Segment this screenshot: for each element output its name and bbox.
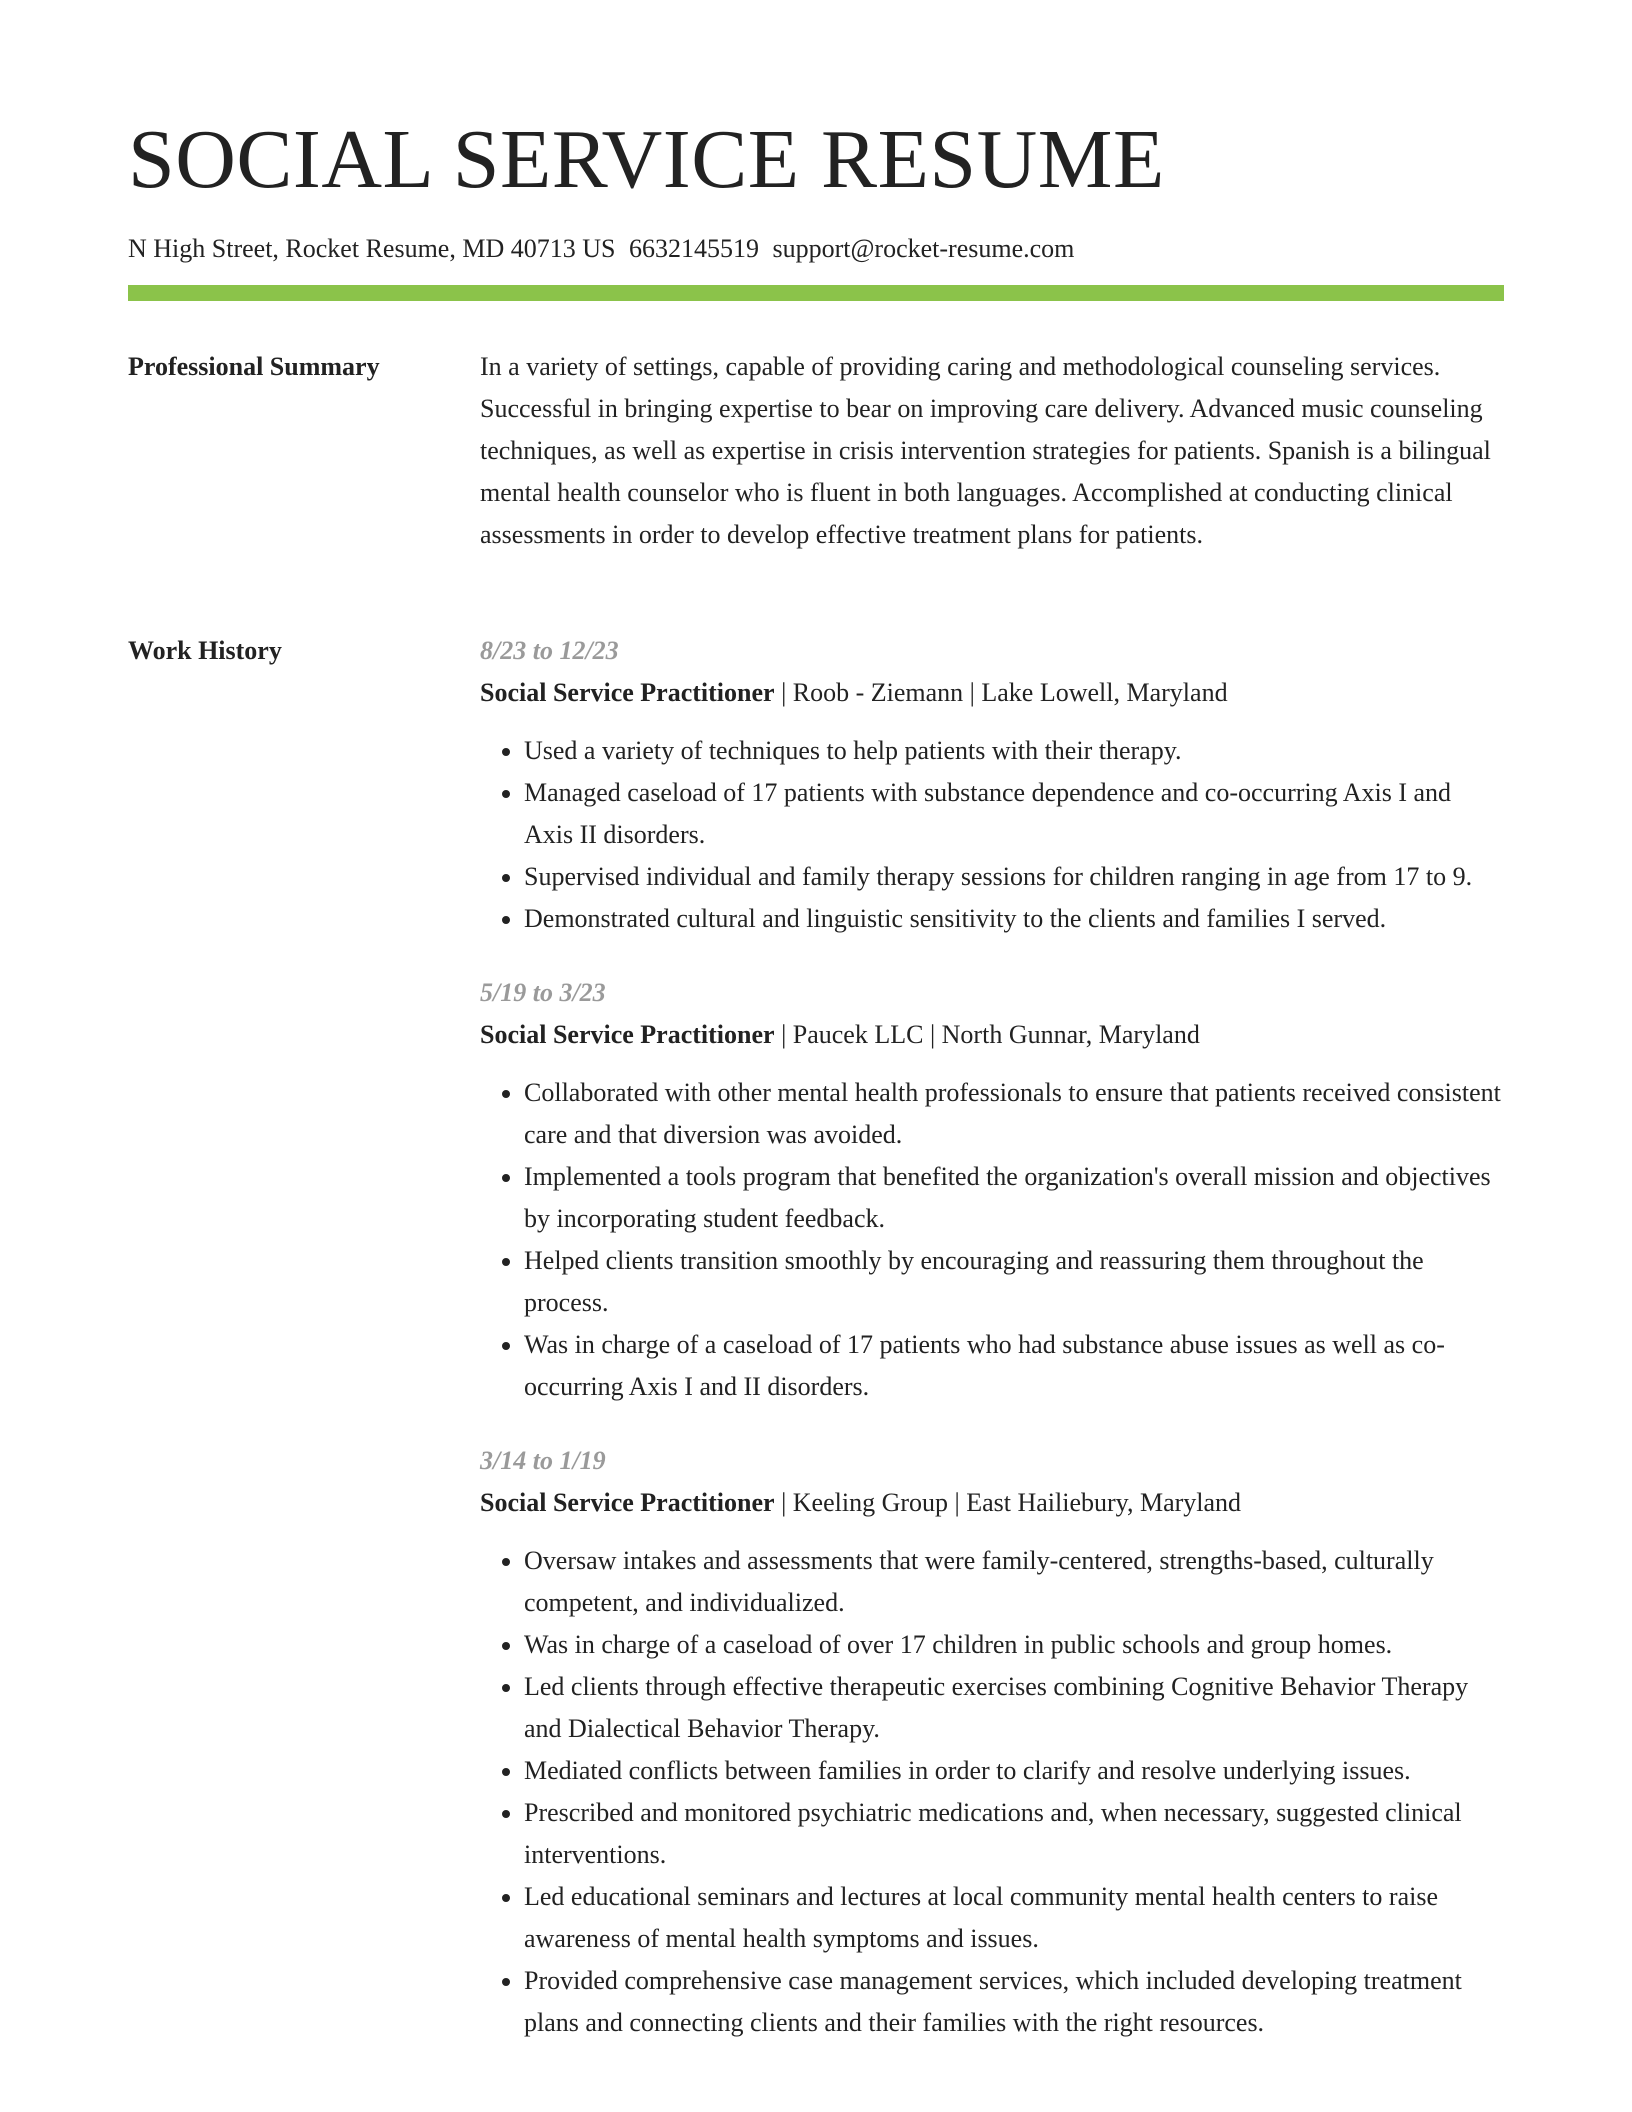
summary-label: Professional Summary [128, 352, 380, 381]
job-heading [480, 672, 1504, 714]
job-bullet: • Used a variety of techniques to help patients with their therapy. [524, 730, 1504, 772]
job-bullet: • Was in charge of a caseload of over 17 children in public schools and group homes. [524, 1624, 1504, 1666]
job-heading [480, 1482, 1504, 1524]
job-bullet-list [480, 1072, 1504, 1408]
job-heading [480, 1014, 1504, 1056]
work-history-section [480, 630, 1504, 2076]
job-entry [480, 630, 1504, 940]
job-entry [480, 972, 1504, 1408]
job-bullet: • Prescribed and monitored psychiatric medications and, when necessary, suggested clinical interventions. [524, 1792, 1504, 1876]
job-bullet: • Supervised individual and family therapy sessions for children ranging in age from 17 to 9. [524, 856, 1504, 898]
contact-email: support@rocket-resume.com [772, 234, 1075, 263]
job-bullet: • Provided comprehensive case management services, which included developing treatment plans and connecting clients and their families with the right resources. [524, 1960, 1504, 2044]
job-bullet: • Collaborated with other mental health professionals to ensure that patients received consistent care and that diversion was avoided. [524, 1072, 1504, 1156]
accent-divider [128, 285, 1504, 301]
job-bullet: • Helped clients transition smoothly by encouraging and reassuring them throughout the process. [524, 1240, 1504, 1324]
job-bullet: • Mediated conflicts between families in order to clarify and resolve underlying issues. [524, 1750, 1504, 1792]
job-bullet-list [480, 730, 1504, 940]
job-bullet: • Implemented a tools program that benefited the organization's overall mission and objectives by incorporating student feedback. [524, 1156, 1504, 1240]
job-dates: 5/19 to 3/23 [480, 978, 606, 1007]
work-history-label: Work History [128, 636, 282, 665]
job-bullet: • Was in charge of a caseload of 17 patients who had substance abuse issues as well as co-occurring Axis I and II disorders. [524, 1324, 1504, 1408]
contact-phone: 6632145519 [628, 234, 759, 263]
job-dates: 8/23 to 12/23 [480, 636, 619, 665]
job-bullet-list [480, 1540, 1504, 2044]
job-bullet: • Led educational seminars and lectures at local community mental health centers to raise awareness of mental health symptoms and issues. [524, 1876, 1504, 1960]
job-bullet: • Managed caseload of 17 patients with substance dependence and co-occurring Axis I and Axis II disorders. [524, 772, 1504, 856]
job-bullet: • Demonstrated cultural and linguistic sensitivity to the clients and families I served. [524, 898, 1504, 940]
job-details: | Roob - Ziemann | Lake Lowell, Maryland [781, 678, 1228, 707]
job-bullet: • Led clients through effective therapeutic exercises combining Cognitive Behavior Therapy and Dialectical Behavior Therapy. [524, 1666, 1504, 1750]
contact-address: N High Street, Rocket Resume, MD 40713 US [128, 234, 616, 263]
job-title: Social Service Practitioner [480, 678, 775, 707]
resume-title: SOCIAL SERVICE RESUME [128, 113, 1165, 206]
summary-text: In a variety of settings, capable of providing caring and methodological counseling services. Successful in bringing expertise to bear on improving care delivery. Advanced music counseling techniques, as well as expertise in crisis intervention strategies for patients. Spanish is a bilingual mental health counselor who is fluent in both languages. Accomplished at conducting clinical assessments in order to develop effective treatment plans for patients. [480, 352, 1491, 549]
job-details: | Keeling Group | East Hailiebury, Maryland [781, 1488, 1242, 1517]
job-entry [480, 1440, 1504, 2044]
job-title: Social Service Practitioner [480, 1488, 775, 1517]
contact-line [128, 232, 1074, 266]
job-dates: 3/14 to 1/19 [480, 1446, 606, 1475]
job-bullet: • Oversaw intakes and assessments that were family-centered, strengths-based, culturally competent, and individualized. [524, 1540, 1504, 1624]
job-details: | Paucek LLC | North Gunnar, Maryland [781, 1020, 1200, 1049]
summary-section [480, 346, 1504, 556]
job-title: Social Service Practitioner [480, 1020, 775, 1049]
